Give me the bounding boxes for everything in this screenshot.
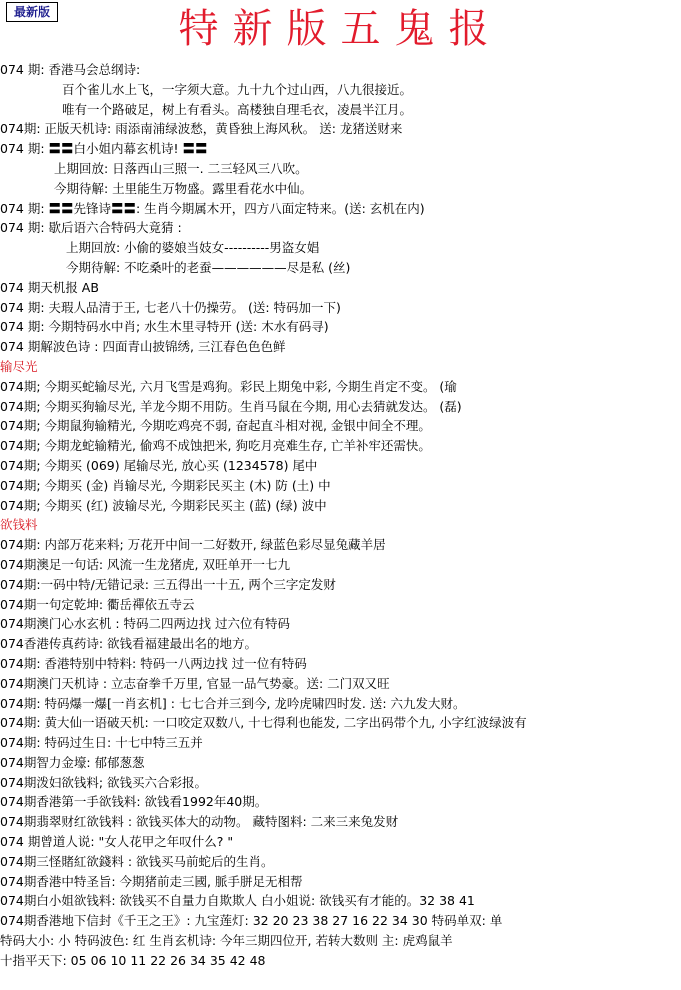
text-line: 074 期天机报 AB	[0, 279, 99, 295]
text-line: 074期澳门心水玄机 : 特码二四两边找 过六位有特码	[0, 616, 290, 632]
text-line: 074期泼妇欲钱料; 欲钱买六合彩报。	[0, 774, 208, 790]
text-line: 074期: 内部万花来料; 万花开中间一二好数开, 绿蓝色彩尽显兔藏羊居	[0, 537, 386, 553]
text-line: 074 期: 香港马会总纲诗:	[0, 62, 141, 77]
edition-badge: 最新版	[6, 2, 58, 22]
forecast-text-body	[0, 60, 681, 971]
text-line: 074期; 今期买 (红) 波输尽光, 今期彩民买主 (蓝) (绿) 波中	[0, 497, 327, 513]
text-line: 十指平天下: 05 06 10 11 22 26 34 35 42 48	[0, 952, 266, 968]
text-line: 074 期解波色诗 : 四面青山披锦绣, 三江春色色色鲜	[0, 339, 286, 355]
text-line: 074期; 今期龙蛇输精光, 偷鸡不成蚀把米, 狗吃月亮难生存, 亡羊补牢还需快。	[0, 438, 431, 454]
text-line: 074期澳足一句话: 风流一生龙猪虎, 双旺单开一七九	[0, 556, 290, 572]
text-line: 074期: 特码爆一爆[一肖玄机] : 七七合并三到今, 龙吟虎啸四时发. 送: 六九发大财。	[0, 695, 466, 711]
page-title: 特新版五鬼报	[178, 6, 503, 52]
text-line: 074期澳门天机诗 : 立志奋拳千万里, 官显一品气势豪。送: 二门双又旺	[0, 675, 390, 691]
text-line: 074期香港地下信封《千王之王》: 九宝莲灯: 32 20 23 38 27 16 22 34 30 特码单双: 单	[0, 913, 503, 929]
text-line: 上期回放: 小偷的婆娘当妓女----------男盗女娼	[66, 240, 320, 256]
text-line: 074期; 今期买 (金) 肖输尽光, 今期彩民买主 (木) 防 (土) 中	[0, 477, 331, 493]
text-line: 074 期: 今期特码水中肖; 水生木里寻特开 (送: 木水有码寻)	[0, 319, 329, 335]
text-line: 074期智力金壕: 郁郁葱葱	[0, 754, 145, 770]
text-line: 074期香港中特圣旨: 今期猪前走三國, 脈手胼足无相帮	[0, 873, 303, 889]
text-line: 074 期: 夫瑕人品清于王, 七老八十仍操劳。 (送: 特码加一下)	[0, 299, 341, 315]
text-line: 074香港传真药诗: 欲钱看福建最出名的地方。	[0, 636, 258, 652]
text-line: 今期待解: 土里能生万物盛。露里看花水中仙。	[54, 180, 313, 196]
text-line: 074期: 特码过生日: 十七中特三五并	[0, 735, 203, 751]
text-line: 074 期曾道人说: "女人花甲之年叹什么? "	[0, 834, 234, 850]
text-line: 074期: 黄大仙一语破天机: 一口咬定双数八, 十七得利也能发, 二字出码带个九, 小字红波绿波有	[0, 715, 527, 731]
text-line: 074 期: 〓〓先锋诗〓〓: 生肖今期属木开，四方八面定特来。(送: 玄机在内)	[0, 200, 425, 216]
text-line: 074期白小姐欲钱料: 欲钱买不自量力自欺欺人 白小姐说: 欲钱买有才能的。32 38 41	[0, 893, 475, 909]
text-line: 074期; 今期鼠狗输精光, 今期吃鸡亮不弱, 奋起直斗相对视, 金银中间全不理。	[0, 418, 431, 434]
text-line: 074期一句定乾坤: 衢岳禪依五寺云	[0, 596, 195, 612]
text-line: 074期香港第一手欲钱料: 欲钱看1992年40期。	[0, 794, 268, 810]
text-line: 百个雀儿水上飞，一字须大意。九十九个过山西，八九很接近。	[62, 81, 413, 97]
section-heading: 输尽光	[0, 358, 38, 374]
text-line: 唯有一个路破足，树上有看头。高楼独自理毛衣，凌晨半江月。	[62, 101, 413, 117]
text-line: 074 期: 歇后语六合特码大竟猜 :	[0, 220, 182, 236]
text-line: 特码大小: 小 特码波色: 红 生肖玄机诗: 今年三期四位开, 若转大数则 主: 虎鸡鼠羊	[0, 933, 453, 949]
text-line: 上期回放: 日落西山三照一. 二三轻风三八吹。	[54, 160, 308, 176]
text-line: 074期; 今期买狗输尽光, 羊龙今期不用防。生肖马鼠在今期, 用心去猜就发达。 (磊)	[0, 398, 462, 414]
text-line: 074期: 正版天机诗: 雨添南浦绿波愁，黄昏独上海风秋。 送: 龙猪送财来	[0, 121, 403, 137]
text-line: 074期三怪賭紅欲錢料 : 欲钱买马前蛇后的生肖。	[0, 853, 274, 869]
section-heading: 欲钱料	[0, 517, 38, 533]
text-line: 074期: 香港特别中特料: 特码一八两边找 过一位有特码	[0, 655, 307, 671]
text-line: 今期待解: 不吃桑叶的老蚕——————尽是私 (丝)	[66, 259, 351, 275]
text-line: 074期; 今期买 (069) 尾输尽光, 放心买 (1234578) 尾中	[0, 457, 318, 473]
text-line: 074期翡翠财红欲钱料 : 欲钱买体大的动物。 藏特图料: 二来三来兔发财	[0, 814, 399, 830]
text-line: 074期:一码中特/无错记录: 三五得出一十五, 两个三字定发财	[0, 576, 336, 592]
text-line: 074 期: 〓〓白小姐内幕玄机诗! 〓〓	[0, 141, 208, 157]
text-line: 074期; 今期买蛇输尽光, 六月飞雪是鸡狗。彩民上期兔中彩, 今期生肖定不变。 (瑜	[0, 378, 457, 394]
